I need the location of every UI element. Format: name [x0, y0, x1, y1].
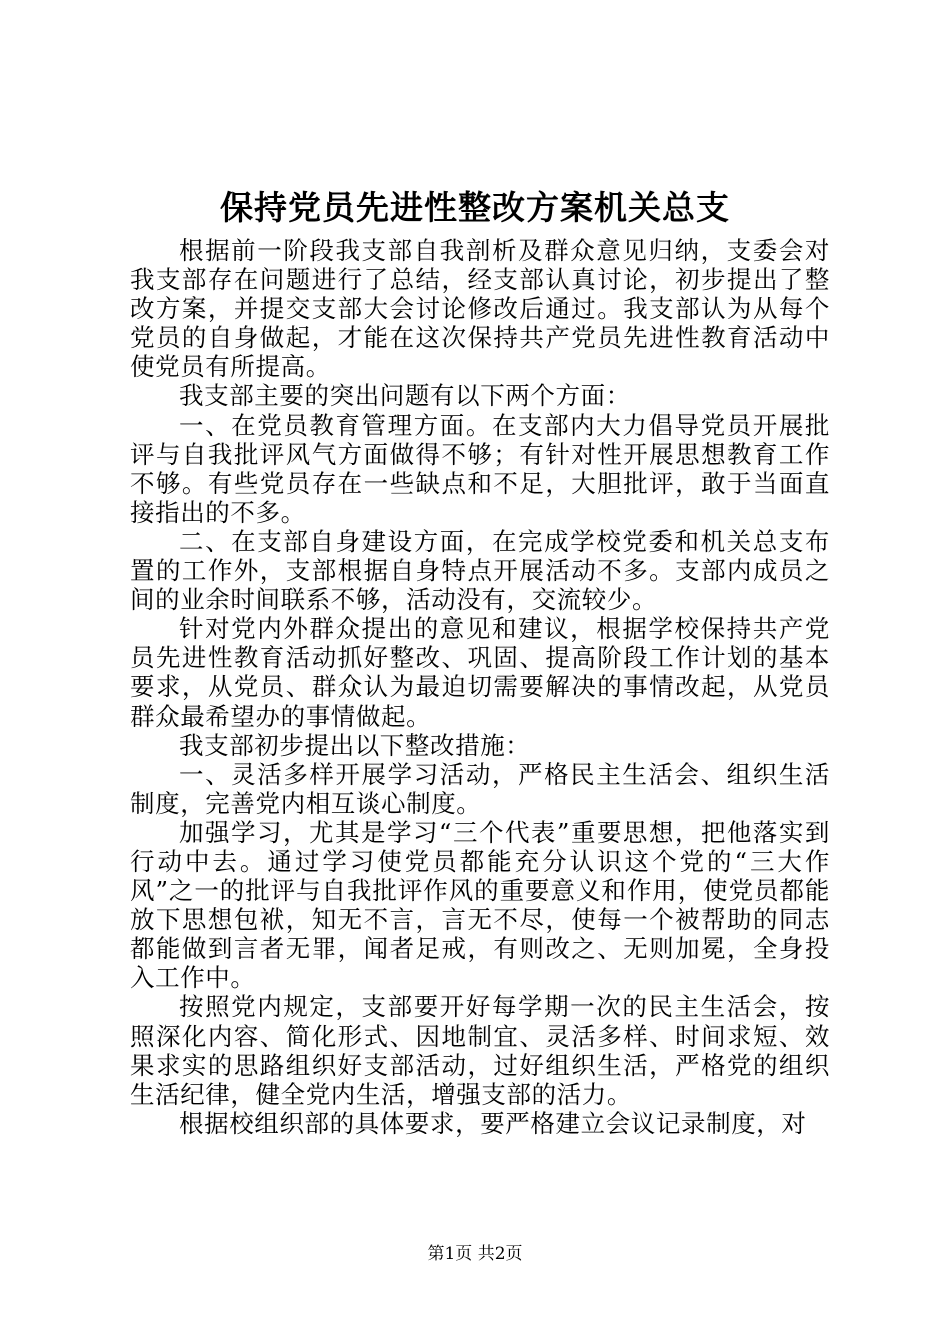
- paragraph: 根据校组织部的具体要求，要严格建立会议记录制度，对: [179, 1108, 807, 1138]
- paragraph: 二、在支部自身建设方面，在完成学校党委和机关总支布置的工作外，支部根据自身特点开展活动不多。支部内成员之间的业余时间联系不够，活动没有，交流较少。: [130, 526, 830, 615]
- paragraph: 加强学习，尤其是学习“三个代表”重要思想，把他落实到行动中去。通过学习使党员都能充分认识这个党的“三大作风”之一的批评与自我批评作风的重要意义和作用，使党员都能放下思想包袱，知无不言，言无不尽，使每一个被帮助的同志都能做到言者无罪，闻者足戒，有则改之、无则加冕，全身投入工作中。: [130, 817, 830, 993]
- document-title: 保持党员先进性整改方案机关总支: [220, 188, 730, 227]
- paragraph: 我支部主要的突出问题有以下两个方面：: [179, 381, 631, 411]
- page-footer: 第1页 共2页: [427, 1244, 523, 1264]
- paragraph: 按照党内规定，支部要开好每学期一次的民主生活会，按照深化内容、简化形式、因地制宜、灵活多样、时间求短、效果求实的思路组织好支部活动，过好组织生活，严格党的组织生活纪律，健全党内生活，增强支部的活力。: [130, 992, 830, 1109]
- paragraph: 针对党内外群众提出的意见和建议，根据学校保持共产党员先进性教育活动抓好整改、巩固、提高阶段工作计划的基本要求，从党员、群众认为最迫切需要解决的事情改起，从党员群众最希望办的事情做起。: [130, 614, 830, 731]
- paragraph: 一、在党员教育管理方面。在支部内大力倡导党员开展批评与自我批评风气方面做得不够；有针对性开展思想教育工作不够。有些党员存在一些缺点和不足，大胆批评，敢于当面直接指出的不多。: [130, 410, 830, 527]
- document-body: [130, 236, 830, 1138]
- paragraph: 根据前一阶段我支部自我剖析及群众意见归纳，支委会对我支部存在问题进行了总结，经支部认真讨论，初步提出了整改方案，并提交支部大会讨论修改后通过。我支部认为从每个党员的自身做起，才能在这次保持共产党员先进性教育活动中使党员有所提高。: [130, 236, 830, 382]
- paragraph: 我支部初步提出以下整改措施：: [179, 730, 531, 760]
- paragraph: 一、灵活多样开展学习活动，严格民主生活会、组织生活制度，完善党内相互谈心制度。: [130, 759, 830, 818]
